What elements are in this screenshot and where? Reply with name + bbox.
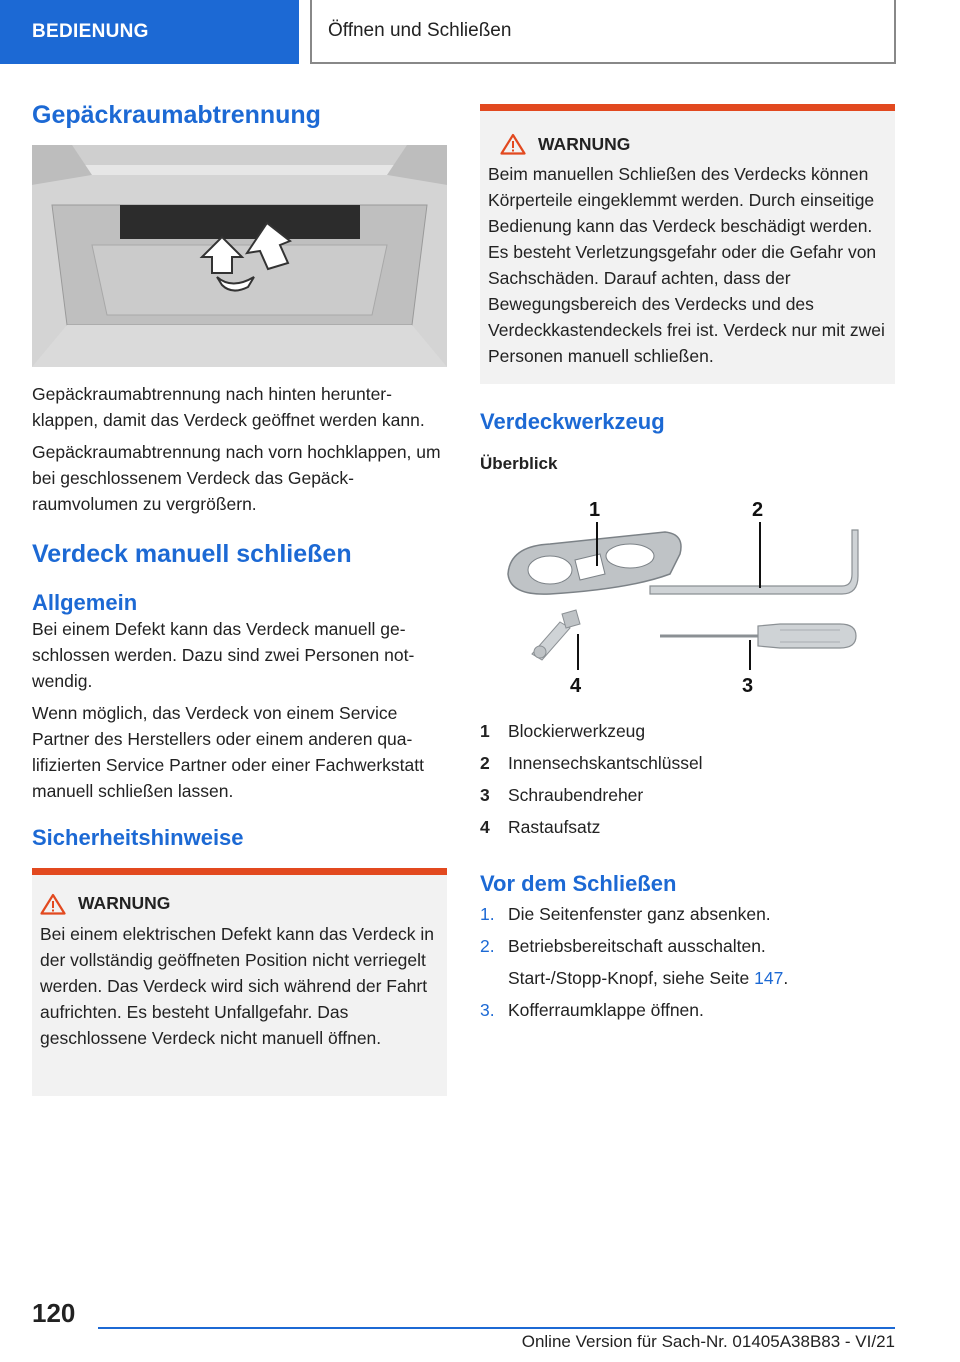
section-tab — [0, 0, 299, 64]
legend-num: 2 — [480, 752, 490, 773]
tools-legend — [480, 718, 895, 840]
trunk-partition-image — [32, 145, 447, 367]
legend-label: Schraubendreher — [508, 784, 644, 805]
subheading-safety: Sicherheitshinweise — [32, 825, 244, 850]
tools-figure — [480, 494, 895, 704]
warning-text: Bei einem elektrischen Defekt kann das Verdeck in der vollständig geöffneten Position nicht verriegelt werden. Das Verdeck wird sich während der Fahrt aufrichten. Es besteht Unfallgefahr. Das geschlossene Verdeck nicht manuell öffnen. — [40, 923, 434, 1048]
step-number — [480, 965, 508, 991]
hex-key-shape — [650, 530, 858, 594]
tools-illustration — [480, 494, 895, 704]
page-link-147[interactable]: 147 — [754, 968, 784, 988]
right-column — [480, 104, 895, 1023]
subheading-overview: Überblick — [480, 453, 558, 473]
footer-divider — [98, 1327, 895, 1329]
section-label: BEDIENUNG — [32, 21, 149, 42]
blocking-tool-shape — [508, 532, 681, 594]
partition-text-1: Gepäckraumabtrennung nach hinten herunterklappen, damit das Verdeck geöffnet werden kann. — [32, 384, 425, 431]
legend-label: Innensechskantschlüssel — [508, 752, 703, 773]
callout-3: 3 — [742, 674, 754, 697]
warning-box-pinch — [480, 104, 895, 384]
step-text: Die Seitenfenster ganz absenken. — [508, 904, 771, 924]
section-title-manual-close: Verdeck manuell schließen — [32, 540, 352, 569]
legend-num: 3 — [480, 784, 490, 805]
page-title: Gepäckraumabtrennung — [32, 101, 321, 129]
allgemein-text-1: Bei einem Defekt kann das Verdeck manuell geschlossen werden. Dazu sind zwei Personen notwendig. — [32, 619, 415, 691]
legend-label: Rastaufsatz — [508, 816, 601, 837]
step-number: 1. — [480, 904, 495, 924]
step-number: 2. — [480, 936, 495, 956]
section-title-tools: Verdeckwerkzeug — [480, 409, 665, 434]
callout-1: 1 — [589, 498, 601, 521]
page-number: 120 — [32, 1298, 76, 1328]
steps-list — [480, 901, 895, 1023]
left-column — [32, 100, 447, 1096]
legend-num: 4 — [480, 816, 490, 837]
callout-4: 4 — [570, 674, 582, 697]
chapter-header — [310, 0, 896, 64]
warning-label: WARNUNG — [78, 893, 171, 913]
detent-attachment-shape — [532, 610, 580, 660]
step-note — [508, 965, 895, 991]
online-version-note: Online Version für Sach-Nr. 01405A38B83 - VI/21 — [521, 1332, 895, 1351]
warning-triangle-icon — [40, 893, 66, 915]
allgemein-text-2: Wenn möglich, das Verdeck von einem Service Partner des Herstellers oder einem anderen qualifizierten Service Partner oder einer Fachwerkstatt manuell schließen lassen. — [32, 703, 424, 801]
warning-label: WARNUNG — [538, 133, 631, 154]
subheading-allgemein: Allgemein — [32, 589, 138, 615]
legend-num: 1 — [480, 720, 490, 741]
trunk-illustration — [32, 145, 447, 367]
step-note-end: . — [783, 968, 789, 988]
warning-heading — [488, 133, 885, 155]
subheading-before-closing: Vor dem Schließen — [480, 870, 677, 896]
warning-heading — [40, 893, 437, 915]
chapter-label: Öffnen und Schließen — [328, 20, 512, 41]
screwdriver-shape — [660, 624, 856, 648]
legend-label: Blockierwerkzeug — [508, 720, 646, 741]
step-text: Kofferraumklappe öffnen. — [508, 1000, 704, 1020]
step-note-text: Start-/Stopp-Knopf, siehe Seite — [508, 968, 755, 988]
callout-2: 2 — [752, 498, 764, 521]
warning-box-electrical — [32, 868, 447, 1096]
warning-text: Beim manuellen Schließen des Verdecks können Körperteile eingeklemmt werden. Durch einseitige Bedienung kann das Verdeck beschädigt werden. Es besteht Verletzungsgefahr oder die Gefahr von Sachschäden. Darauf achten, dass der Bewegungsbereich des Verdecks und des Verdeckkastendeckels frei ist. Verdeck nur mit zwei Personen manuell schließen. — [488, 164, 885, 366]
step-number: 3. — [480, 1000, 495, 1020]
partition-text-2: Gepäckraumabtrennung nach vorn hochklappen, um bei geschlossenem Verdeck das Gepäckraumvolumen zu vergrößern. — [32, 442, 441, 515]
step-text: Betriebsbereitschaft ausschalten. — [508, 936, 766, 956]
warning-triangle-icon — [500, 133, 526, 155]
